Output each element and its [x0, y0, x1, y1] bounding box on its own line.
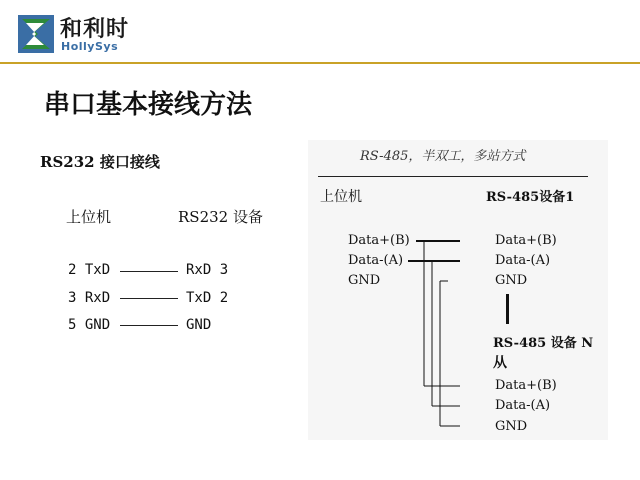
rs485-deviceN-signal: Data+(B)	[495, 378, 557, 393]
rs485-device1-signal: Data+(B)	[495, 233, 557, 248]
rs485-device1-signal: Data-(A)	[495, 253, 551, 268]
rs485-deviceN-sub-label: 从	[493, 355, 507, 371]
rs232-device-pin: RxD 3	[186, 262, 229, 278]
slide-title: 串口基本接线方法	[44, 90, 253, 120]
logo-chinese-text: 和利时	[60, 16, 130, 42]
rs485-host-signal: Data+(B)	[348, 233, 410, 248]
rs232-device-label: RS232 设备	[178, 208, 263, 226]
rs232-device-pin: GND	[186, 317, 212, 333]
rs485-device1-signal: GND	[495, 273, 528, 288]
logo-english-text: HollySys	[61, 40, 119, 53]
rs232-host-pin: 3 RxD	[68, 290, 111, 306]
rs485-host-signal: Data-(A)	[348, 253, 404, 268]
rs232-host-pin: 2 TxD	[68, 262, 111, 278]
rs485-host-label: 上位机	[320, 189, 362, 205]
rs485-deviceN-signal: Data-(A)	[495, 398, 551, 413]
rs485-caption: RS-485，半双工，多站方式	[360, 149, 526, 164]
rs232-host-pin: 5 GND	[68, 317, 111, 333]
rs485-deviceN-signal: GND	[495, 419, 528, 434]
rs485-host-signal: GND	[348, 273, 381, 288]
rs232-host-label: 上位机	[66, 208, 112, 226]
rs232-heading: RS232 接口接线	[40, 153, 160, 171]
rs232-device-pin: TxD 2	[186, 290, 229, 306]
rs485-deviceN-label: RS-485 设备 N	[493, 336, 594, 351]
rs485-device1-label: RS-485设备1	[486, 190, 575, 205]
